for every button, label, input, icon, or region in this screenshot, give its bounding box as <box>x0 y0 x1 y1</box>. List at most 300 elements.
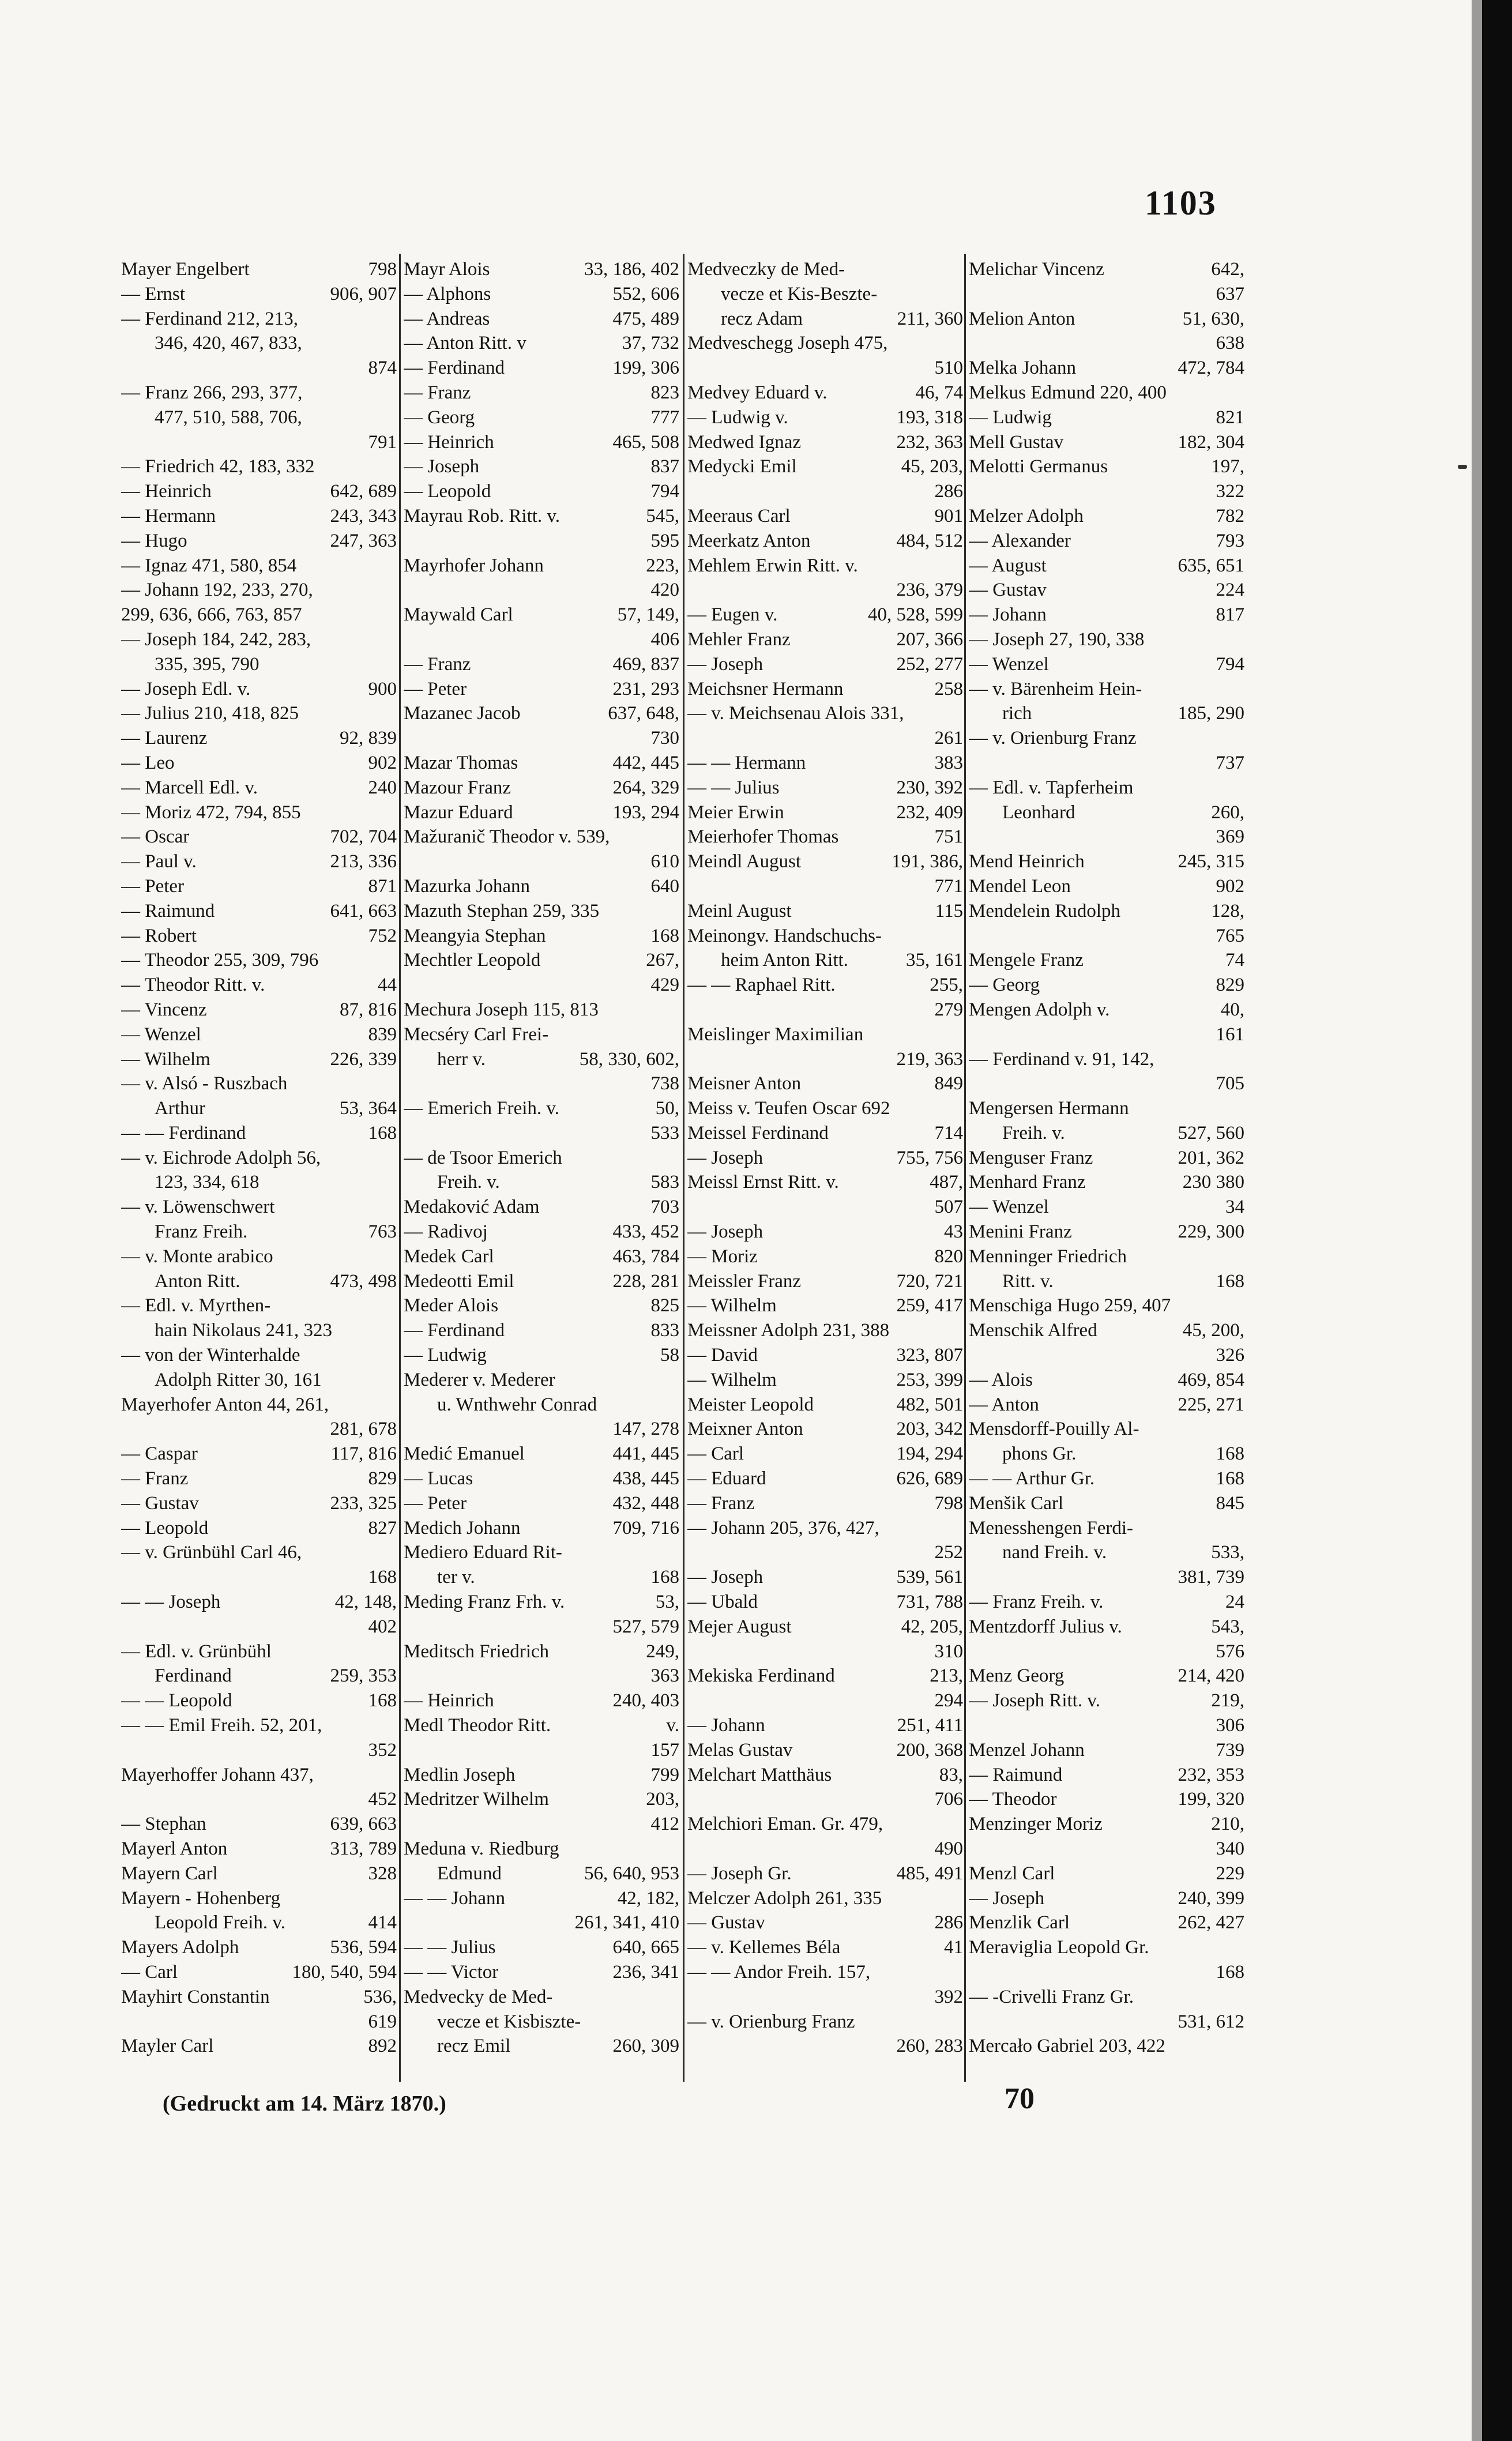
entry-name: Mayerhofer Anton 44, 261, <box>121 1394 329 1415</box>
index-entry <box>404 726 679 751</box>
index-entry <box>687 331 963 356</box>
entry-pages <box>1241 1985 1244 2010</box>
entry-name: Meissl Ernst Ritt. v. <box>687 1172 839 1193</box>
index-entry <box>969 603 1244 627</box>
entry-pages: 752 <box>368 925 397 946</box>
index-entry <box>687 874 963 899</box>
entry-pages <box>393 1170 397 1195</box>
entry-pages <box>393 578 397 603</box>
entry-pages: 833 <box>650 1320 679 1341</box>
entry-name: — Joseph <box>687 653 763 675</box>
page-edge <box>1482 0 1512 2441</box>
entry-name: — Alois <box>969 1369 1033 1390</box>
entry-pages: 260, <box>1211 802 1244 823</box>
entry-pages: 240, 399 <box>1178 1887 1244 1909</box>
entry-pages: 240, 403 <box>612 1690 679 1712</box>
index-entry <box>404 1195 679 1220</box>
entry-name: — Friedrich 42, 183, 332 <box>121 456 315 477</box>
index-entry <box>121 603 397 627</box>
entry-pages <box>1241 2034 1244 2059</box>
index-entry <box>121 1096 397 1121</box>
index-entry <box>969 578 1244 603</box>
entry-name <box>969 282 1213 307</box>
entry-name: Mazour Franz <box>404 777 511 798</box>
index-entry <box>687 1220 963 1244</box>
entry-name: — Carl <box>687 1443 744 1465</box>
entry-name: Ferdinand <box>155 1665 232 1687</box>
entry-name: — — Emil Freih. 52, 201, <box>121 1715 322 1736</box>
entry-name: — von der Winterhalde <box>121 1345 300 1366</box>
entry-pages: 539, 561 <box>896 1567 963 1588</box>
entry-name: Melotti Germanus <box>969 456 1108 477</box>
entry-pages <box>1241 1935 1244 1960</box>
index-entry <box>687 381 963 405</box>
index-entry <box>687 1886 963 1911</box>
entry-name: — Ferdinand v. 91, 142, <box>969 1048 1154 1070</box>
entry-name: — v. Grünbühl Carl 46, <box>121 1542 302 1563</box>
entry-name <box>121 430 365 455</box>
index-entry <box>121 1368 397 1393</box>
entry-pages: 823 <box>650 382 679 403</box>
index-entry <box>404 1935 679 1960</box>
index-entry <box>404 1047 679 1072</box>
index-entry <box>687 307 963 332</box>
entry-pages <box>676 1837 679 1861</box>
entry-name: Mediero Eduard Rit- <box>404 1542 562 1563</box>
index-entry <box>404 998 679 1022</box>
entry-name: — Joseph <box>404 456 480 477</box>
index-entry <box>121 1837 397 1861</box>
index-entry <box>969 1442 1244 1466</box>
index-entry <box>404 1565 679 1590</box>
index-entry <box>969 1244 1244 1269</box>
entry-name: Melion Anton <box>969 308 1075 329</box>
entry-pages <box>1241 677 1244 702</box>
entry-name: — Emerich Freih. v. <box>404 1098 560 1119</box>
entry-pages: 414 <box>368 1912 397 1934</box>
index-entry <box>121 1812 397 1837</box>
entry-pages: 441, 445 <box>612 1443 679 1465</box>
entry-name <box>969 924 1213 949</box>
index-entry <box>687 1318 963 1343</box>
entry-pages: 50, <box>655 1098 679 1119</box>
entry-name: — Vincenz <box>121 999 207 1020</box>
index-entry <box>687 430 963 455</box>
entry-name: hain Nikolaus 241, 323 <box>155 1320 332 1341</box>
entry-name: Freih. v. <box>1002 1122 1065 1144</box>
entry-pages: 771 <box>934 875 963 897</box>
entry-name <box>687 479 931 504</box>
entry-name: rich <box>1002 703 1032 724</box>
index-entry <box>121 1615 397 1639</box>
index-entry <box>121 1318 397 1343</box>
entry-pages: 262, 427 <box>1178 1912 1244 1934</box>
entry-pages <box>960 331 963 356</box>
index-entry <box>687 1244 963 1269</box>
index-entry <box>404 1688 679 1713</box>
index-entry <box>969 1318 1244 1343</box>
entry-name: — v. Monte arabico <box>121 1246 273 1267</box>
entry-name <box>404 1738 648 1763</box>
entry-pages: 203, <box>646 1789 679 1810</box>
entry-name: — Johann 205, 376, 427, <box>687 1517 879 1539</box>
entry-pages: 536, 594 <box>330 1937 397 1958</box>
index-entry <box>969 899 1244 924</box>
entry-name: — Paul v. <box>121 851 197 872</box>
index-entry <box>969 554 1244 578</box>
index-entry <box>969 1565 1244 1590</box>
entry-pages <box>1241 627 1244 652</box>
entry-pages: 637 <box>1216 283 1244 304</box>
entry-pages: 51, 630, <box>1182 308 1244 329</box>
entry-pages <box>1241 1047 1244 1072</box>
index-entry <box>404 1738 679 1763</box>
entry-pages <box>1241 1417 1244 1442</box>
index-entry <box>404 1417 679 1442</box>
index-entry <box>121 554 397 578</box>
index-entry <box>404 282 679 307</box>
entry-pages: 115 <box>935 900 963 922</box>
index-entry <box>969 2010 1244 2034</box>
entry-name: Menninger Friedrich <box>969 1246 1127 1267</box>
entry-name: Mecséry Carl Frei- <box>404 1024 549 1045</box>
entry-name: Medritzer Wilhelm <box>404 1789 549 1810</box>
entry-name: — Caspar <box>121 1443 198 1465</box>
index-entry <box>687 1639 963 1664</box>
entry-name: — v. Löwenschwert <box>121 1197 275 1218</box>
entry-pages <box>1241 726 1244 751</box>
entry-pages <box>393 1393 397 1417</box>
entry-pages: 737 <box>1216 752 1244 773</box>
entry-pages: 87, 816 <box>340 999 397 1020</box>
entry-name: Meangyia Stephan <box>404 925 546 946</box>
entry-name: Menzl Carl <box>969 1863 1055 1884</box>
entry-pages <box>960 1886 963 1911</box>
index-entry <box>687 1047 963 1072</box>
entry-name: — Johann 192, 233, 270, <box>121 580 313 601</box>
entry-name: — Raimund <box>969 1764 1063 1785</box>
print-date-note: (Gedruckt am 14. März 1870.) <box>163 2092 446 2116</box>
index-entry <box>687 1170 963 1195</box>
entry-name: Mayers Adolph <box>121 1937 239 1958</box>
entry-name: — Leo <box>121 752 175 773</box>
index-entry <box>121 381 397 405</box>
index-entry <box>121 1935 397 1960</box>
entry-name: Mayern - Hohenberg <box>121 1887 281 1909</box>
entry-name: Meislinger Maximilian <box>687 1024 864 1045</box>
entry-name: Mažuranič Theodor v. 539, <box>404 826 610 848</box>
entry-pages: 92, 839 <box>340 728 397 749</box>
index-entry <box>404 430 679 455</box>
index-entry <box>687 1565 963 1590</box>
index-entry <box>404 1812 679 1837</box>
entry-name: — Ernst <box>121 283 185 304</box>
index-entry <box>687 701 963 726</box>
index-entry <box>969 948 1244 973</box>
entry-pages: 252, 277 <box>896 653 963 675</box>
entry-name: Mazanec Jacob <box>404 703 521 724</box>
index-entry <box>687 257 963 282</box>
entry-name <box>121 1787 365 1812</box>
entry-pages: 168 <box>650 925 679 946</box>
entry-pages: 326 <box>1216 1345 1244 1366</box>
index-entry <box>121 307 397 332</box>
index-entry <box>404 1960 679 1985</box>
index-entry <box>404 1269 679 1294</box>
entry-pages: 185, 290 <box>1178 703 1244 724</box>
index-entry <box>121 751 397 776</box>
index-entry <box>687 726 963 751</box>
index-entry <box>687 554 963 578</box>
entry-name: Menschik Alfred <box>969 1320 1097 1341</box>
index-entry <box>121 677 397 702</box>
entry-pages <box>393 454 397 479</box>
entry-pages: 829 <box>368 1468 397 1490</box>
entry-name <box>404 1910 571 1935</box>
index-entry <box>687 1590 963 1615</box>
index-entry <box>687 603 963 627</box>
column-rule <box>683 254 684 2082</box>
entry-name: Meier Erwin <box>687 802 784 823</box>
index-entry <box>121 1960 397 1985</box>
entry-name: — Heinrich <box>121 481 212 502</box>
index-entry <box>404 701 679 726</box>
entry-pages: 210, <box>1211 1814 1244 1835</box>
entry-name: Melka Johann <box>969 358 1077 379</box>
entry-name: Meduna v. Riedburg <box>404 1838 559 1859</box>
entry-pages <box>393 1293 397 1318</box>
entry-name: — Edl. v. Myrthen- <box>121 1295 271 1317</box>
index-entry <box>687 1417 963 1442</box>
index-entry <box>404 1293 679 1318</box>
index-entry <box>121 1639 397 1664</box>
index-entry <box>121 257 397 282</box>
entry-name <box>687 1195 931 1220</box>
entry-name: Medek Carl <box>404 1246 494 1267</box>
entry-pages: 168 <box>368 1122 397 1144</box>
entry-name: — — Raphael Ritt. <box>687 975 836 996</box>
entry-pages: 211, 360 <box>897 308 963 329</box>
entry-name: — Franz 266, 293, 377, <box>121 382 303 403</box>
entry-name: vecze et Kis-Beszte- <box>721 283 878 304</box>
entry-pages: 402 <box>368 1616 397 1637</box>
entry-pages: 533 <box>650 1122 679 1144</box>
index-entry <box>687 529 963 554</box>
index-entry <box>121 1047 397 1072</box>
entry-pages: 383 <box>934 752 963 773</box>
entry-pages: 901 <box>934 505 963 526</box>
entry-pages: 229 <box>1216 1863 1244 1884</box>
entry-pages: 791 <box>368 431 397 453</box>
entry-name: Mengen Adolph v. <box>969 999 1110 1020</box>
entry-name: — Anton Ritt. v <box>404 333 526 354</box>
index-entry <box>121 356 397 381</box>
entry-pages: 230 380 <box>1182 1172 1244 1193</box>
entry-name: Mehlem Erwin Ritt. v. <box>687 555 858 576</box>
entry-pages: 286 <box>934 481 963 502</box>
entry-pages: 230, 392 <box>896 777 963 798</box>
entry-name: Meiss v. Teufen Oscar 692 <box>687 1098 890 1119</box>
entry-pages: 906, 907 <box>330 283 397 304</box>
index-entry <box>969 1713 1244 1738</box>
index-entry <box>404 454 679 479</box>
entry-pages: 243, 343 <box>330 505 397 526</box>
index-entry <box>969 504 1244 529</box>
index-entry <box>404 1861 679 1886</box>
entry-name: Meinl August <box>687 900 792 922</box>
entry-pages: 340 <box>1216 1838 1244 1859</box>
entry-name: Mendel Leon <box>969 875 1071 897</box>
entry-pages <box>960 554 963 578</box>
entry-pages: 42, 182, <box>617 1887 679 1909</box>
entry-name: recz Adam <box>721 308 803 329</box>
entry-pages <box>1241 381 1244 405</box>
entry-pages: 635, 651 <box>1178 555 1244 576</box>
entry-pages <box>676 1368 679 1393</box>
entry-name: Leonhard <box>1002 802 1075 823</box>
entry-pages <box>960 282 963 307</box>
index-entry <box>121 1738 397 1763</box>
index-entry <box>121 1688 397 1713</box>
entry-name: Menšik Carl <box>969 1492 1064 1514</box>
entry-name: — Robert <box>121 925 197 946</box>
entry-pages: 168 <box>650 1567 679 1588</box>
index-entry <box>687 1121 963 1146</box>
entry-name: Medvecky de Med- <box>404 1986 553 2007</box>
index-entry <box>687 1071 963 1096</box>
entry-name: — Leopold <box>121 1517 209 1539</box>
entry-pages: 452 <box>368 1789 397 1810</box>
index-entry <box>121 1220 397 1244</box>
entry-pages <box>960 1096 963 1121</box>
entry-pages: 228, 281 <box>612 1270 679 1292</box>
entry-pages: 576 <box>1216 1641 1244 1662</box>
entry-pages <box>676 1393 679 1417</box>
entry-name <box>687 1047 893 1072</box>
entry-name: 123, 334, 618 <box>155 1172 259 1193</box>
entry-pages: 168 <box>1216 1468 1244 1490</box>
entry-name: Mayerl Anton <box>121 1838 228 1859</box>
index-entry <box>969 257 1244 282</box>
index-entry <box>969 529 1244 554</box>
entry-name: Meindl August <box>687 851 802 872</box>
entry-pages: 236, 341 <box>612 1961 679 1983</box>
index-entry <box>687 1442 963 1466</box>
index-entry <box>404 578 679 603</box>
entry-name: — Joseph <box>687 1147 763 1168</box>
entry-name: Mayern Carl <box>121 1863 218 1884</box>
entry-name: Arthur <box>155 1098 205 1119</box>
entry-name: Medycki Emil <box>687 456 797 477</box>
entry-pages <box>393 1639 397 1664</box>
entry-pages <box>1241 1244 1244 1269</box>
entry-name <box>404 973 648 998</box>
entry-pages <box>676 899 679 924</box>
index-entry <box>404 1886 679 1911</box>
entry-pages: 35, 161 <box>906 950 963 971</box>
entry-pages: 207, 366 <box>896 629 963 650</box>
entry-pages: 260, 283 <box>896 2036 963 2057</box>
entry-pages: 902 <box>1216 875 1244 897</box>
entry-name: Ritt. v. <box>1002 1270 1054 1292</box>
index-entry <box>687 1540 963 1565</box>
entry-name: — — Victor <box>404 1961 499 1983</box>
index-entry <box>121 1763 397 1788</box>
entry-pages: 45, 203, <box>901 456 963 477</box>
entry-name: — Wilhelm <box>121 1048 210 1070</box>
entry-pages: 194, 294 <box>896 1443 963 1465</box>
entry-name: Medveczky de Med- <box>687 259 845 280</box>
sheet-signature: 70 <box>1005 2082 1035 2115</box>
index-entry <box>404 776 679 800</box>
entry-name: Meixner Anton <box>687 1419 803 1440</box>
entry-name: Melkus Edmund 220, 400 <box>969 382 1167 403</box>
index-entry <box>121 1787 397 1812</box>
entry-name: phons Gr. <box>1002 1443 1077 1465</box>
entry-pages: 42, 148, <box>334 1592 397 1613</box>
entry-pages: 527, 560 <box>1178 1122 1244 1144</box>
index-entry <box>121 504 397 529</box>
index-entry <box>969 1491 1244 1516</box>
entry-name: — Joseph <box>969 1887 1045 1909</box>
index-entry <box>687 677 963 702</box>
entry-name: — — Ferdinand <box>121 1122 246 1144</box>
entry-name: Meding Franz Frh. v. <box>404 1592 565 1613</box>
entry-pages: 279 <box>934 999 963 1020</box>
index-entry <box>404 479 679 504</box>
index-entry <box>121 1590 397 1615</box>
entry-pages: 267, <box>646 950 679 971</box>
index-entry <box>969 1540 1244 1565</box>
entry-pages <box>1241 1516 1244 1541</box>
entry-name <box>969 2010 1175 2034</box>
index-entry <box>121 1491 397 1516</box>
entry-pages: 323, 807 <box>896 1345 963 1366</box>
entry-name: — Joseph 184, 242, 283, <box>121 629 311 650</box>
entry-name: — Ludwig <box>404 1345 487 1366</box>
entry-pages: 260, 309 <box>612 2036 679 2057</box>
entry-pages <box>393 1343 397 1368</box>
entry-pages: 193, 294 <box>612 802 679 823</box>
index-entry <box>404 331 679 356</box>
index-entry <box>687 1664 963 1688</box>
index-entry <box>687 479 963 504</box>
index-entry <box>969 1220 1244 1244</box>
entry-pages <box>393 307 397 332</box>
entry-name: — Alphons <box>404 283 491 304</box>
entry-pages <box>960 257 963 282</box>
index-entry <box>687 948 963 973</box>
entry-pages: 281, 678 <box>330 1419 397 1440</box>
entry-name <box>687 726 931 751</box>
entry-name: Menzel Johann <box>969 1739 1085 1761</box>
index-entry <box>121 1146 397 1171</box>
entry-name <box>969 1071 1213 1096</box>
entry-pages: 536, <box>363 1986 397 2007</box>
entry-pages <box>393 1886 397 1911</box>
index-entry <box>121 430 397 455</box>
entry-pages <box>676 998 679 1022</box>
entry-name: — Andreas <box>404 308 490 329</box>
entry-name: Mayerhoffer Johann 437, <box>121 1764 314 1785</box>
entry-pages: 487, <box>930 1172 963 1193</box>
entry-name: — Ludwig <box>969 407 1052 428</box>
entry-pages: 433, 452 <box>612 1221 679 1243</box>
index-entry <box>121 1343 397 1368</box>
index-entry <box>121 1565 397 1590</box>
index-entry <box>969 1368 1244 1393</box>
entry-pages <box>393 554 397 578</box>
